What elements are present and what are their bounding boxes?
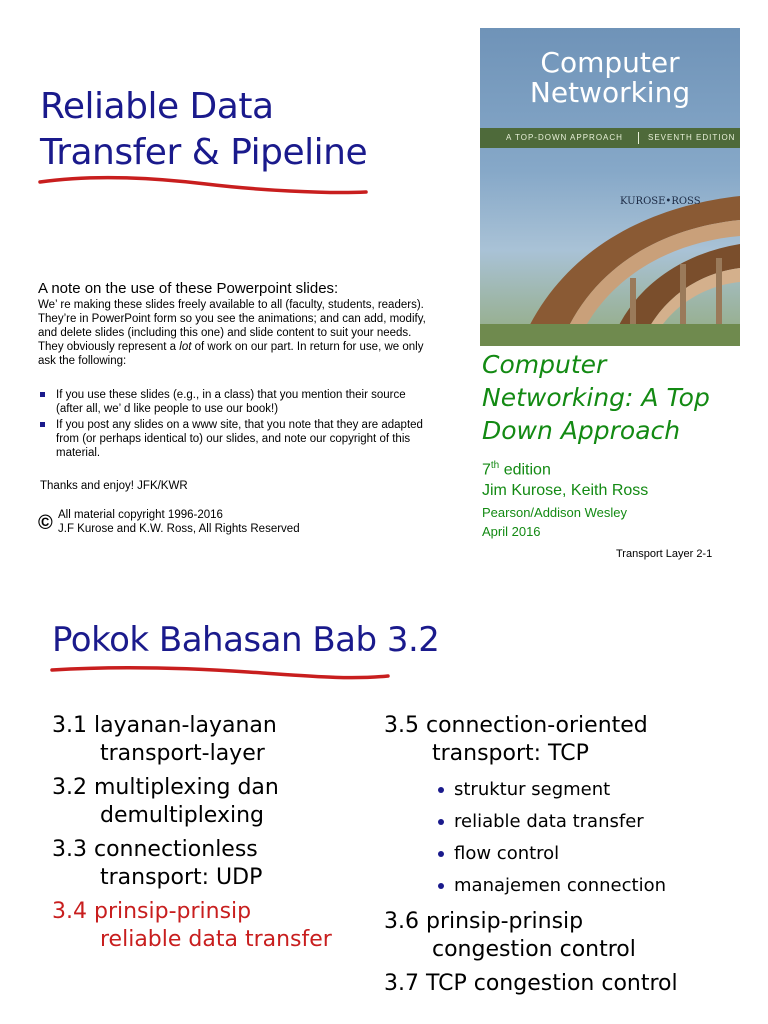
cover-band-divider xyxy=(638,132,639,144)
note-line xyxy=(38,340,478,354)
outline-item-line: reliable data transfer xyxy=(100,927,332,952)
slide-footer xyxy=(616,548,712,560)
outline-item xyxy=(384,712,764,768)
list-item xyxy=(436,838,764,870)
note-body xyxy=(38,298,478,368)
list-item xyxy=(436,774,764,806)
outline-item-line: 3.6 prinsip-prinsip xyxy=(384,909,584,934)
outline-item xyxy=(52,774,382,830)
list-item-line: material. xyxy=(56,447,101,459)
outline-item-line: demultiplexing xyxy=(100,803,264,828)
copyright-icon: © xyxy=(38,512,53,534)
outline-item xyxy=(52,712,382,768)
outline-item-line: congestion control xyxy=(432,937,636,962)
cover-title-line: Networking xyxy=(529,76,691,109)
footer-label: Transport Layer xyxy=(616,548,694,560)
slide-number: 2-1 xyxy=(696,548,713,560)
cover-title xyxy=(480,48,740,108)
outline-item-line: 3.1 layanan-layanan xyxy=(52,713,277,738)
thanks-text: Thanks and enjoy! JFK/KWR xyxy=(40,480,188,492)
bullet-dot-icon xyxy=(438,787,444,793)
tcp-subtopics-list xyxy=(384,774,764,902)
list-item xyxy=(436,806,764,838)
square-bullet-icon xyxy=(40,422,45,427)
list-item-line: If you post any slides on a www site, that you note that they are adapted xyxy=(56,419,423,431)
edition-suffix: th xyxy=(490,460,500,471)
note-heading: A note on the use of these Powerpoint slides: xyxy=(38,280,339,297)
cover-authors: KUROSE•ROSS xyxy=(620,196,701,207)
bullet-dot-icon xyxy=(438,819,444,825)
outline-item-current xyxy=(52,898,382,954)
list-item xyxy=(38,418,478,460)
note-emphasis: lot xyxy=(179,341,192,353)
slide-chapter-outline xyxy=(0,576,768,1024)
note-text: They obviously represent a xyxy=(38,341,180,353)
outline-item-line: 3.2 multiplexing dan xyxy=(52,775,279,800)
list-item-line: from (or perhaps identical to) our slides, and note our copyright of this xyxy=(56,433,411,445)
slide-title-heading xyxy=(40,84,367,176)
bullet-dot-icon xyxy=(438,883,444,889)
outline-title: Pokok Bahasan Bab 3.2 xyxy=(52,620,440,660)
book-publisher: Pearson/Addison Wesley xyxy=(482,505,628,520)
note-line: We’ re making these slides freely available to all (faculty, students, readers). xyxy=(38,299,424,311)
list-item-label: manajemen connection xyxy=(454,875,666,896)
list-item-line: If you use these slides (e.g., in a class) that you mention their source xyxy=(56,389,406,401)
cover-subtitle: A TOP-DOWN APPROACH xyxy=(506,133,623,142)
edition-word: edition xyxy=(499,461,551,479)
title-line-2: Transfer & Pipeline xyxy=(40,132,368,173)
note-line: and delete slides (including this one) and slide content to suit your needs. xyxy=(38,327,412,339)
list-item-label: reliable data transfer xyxy=(454,811,644,832)
outline-left-column xyxy=(52,712,382,960)
outline-item-line: transport-layer xyxy=(100,741,265,766)
title-underline xyxy=(36,170,376,200)
list-item-line: (after all, we’ d like people to use our book!) xyxy=(56,403,279,415)
usage-conditions-list xyxy=(38,388,478,462)
outline-item xyxy=(52,836,382,892)
bullet-dot-icon xyxy=(438,851,444,857)
edition-number: 7 xyxy=(482,461,491,479)
outline-item xyxy=(384,908,764,964)
book-title-line: Down Approach xyxy=(482,416,681,445)
outline-item-line: 3.5 connection-oriented xyxy=(384,713,648,738)
note-line: They’re in PowerPoint form so you see the animations; and can add, modify, xyxy=(38,313,426,325)
copyright-line: All material copyright 1996-2016 xyxy=(58,509,223,521)
outline-item-line: 3.3 connectionless xyxy=(52,837,258,862)
book-title xyxy=(482,348,752,447)
outline-item-line: transport: TCP xyxy=(432,741,589,766)
cover-edition: SEVENTH EDITION xyxy=(648,133,736,142)
copyright-text xyxy=(58,508,300,536)
outline-item-line: transport: UDP xyxy=(100,865,263,890)
book-title-line: Computer xyxy=(482,350,607,379)
outline-item-line: 3.4 prinsip-prinsip xyxy=(52,899,252,924)
book-title-line: Networking: A Top xyxy=(482,383,710,412)
list-item-label: flow control xyxy=(454,843,560,864)
book-authors: Jim Kurose, Keith Ross xyxy=(482,482,649,499)
copyright-line: J.F Kurose and K.W. Ross, All Rights Reserved xyxy=(58,523,300,535)
list-item-label: struktur segment xyxy=(454,779,611,800)
cover-band xyxy=(480,128,740,148)
note-line: ask the following: xyxy=(38,355,127,367)
book-date: April 2016 xyxy=(482,524,541,539)
square-bullet-icon xyxy=(40,392,45,397)
list-item xyxy=(436,870,764,902)
cover-title-line: Computer xyxy=(540,46,680,79)
note-text: of work on our part. In return for use, we only xyxy=(191,341,424,353)
edition-text xyxy=(482,460,551,479)
outline-title-underline xyxy=(48,662,398,686)
title-line-1: Reliable Data xyxy=(40,86,274,127)
outline-item xyxy=(384,970,764,998)
list-item xyxy=(38,388,478,416)
outline-item-line: 3.7 TCP congestion control xyxy=(384,971,678,996)
book-cover-image xyxy=(480,28,740,346)
outline-right-column xyxy=(384,712,764,1004)
